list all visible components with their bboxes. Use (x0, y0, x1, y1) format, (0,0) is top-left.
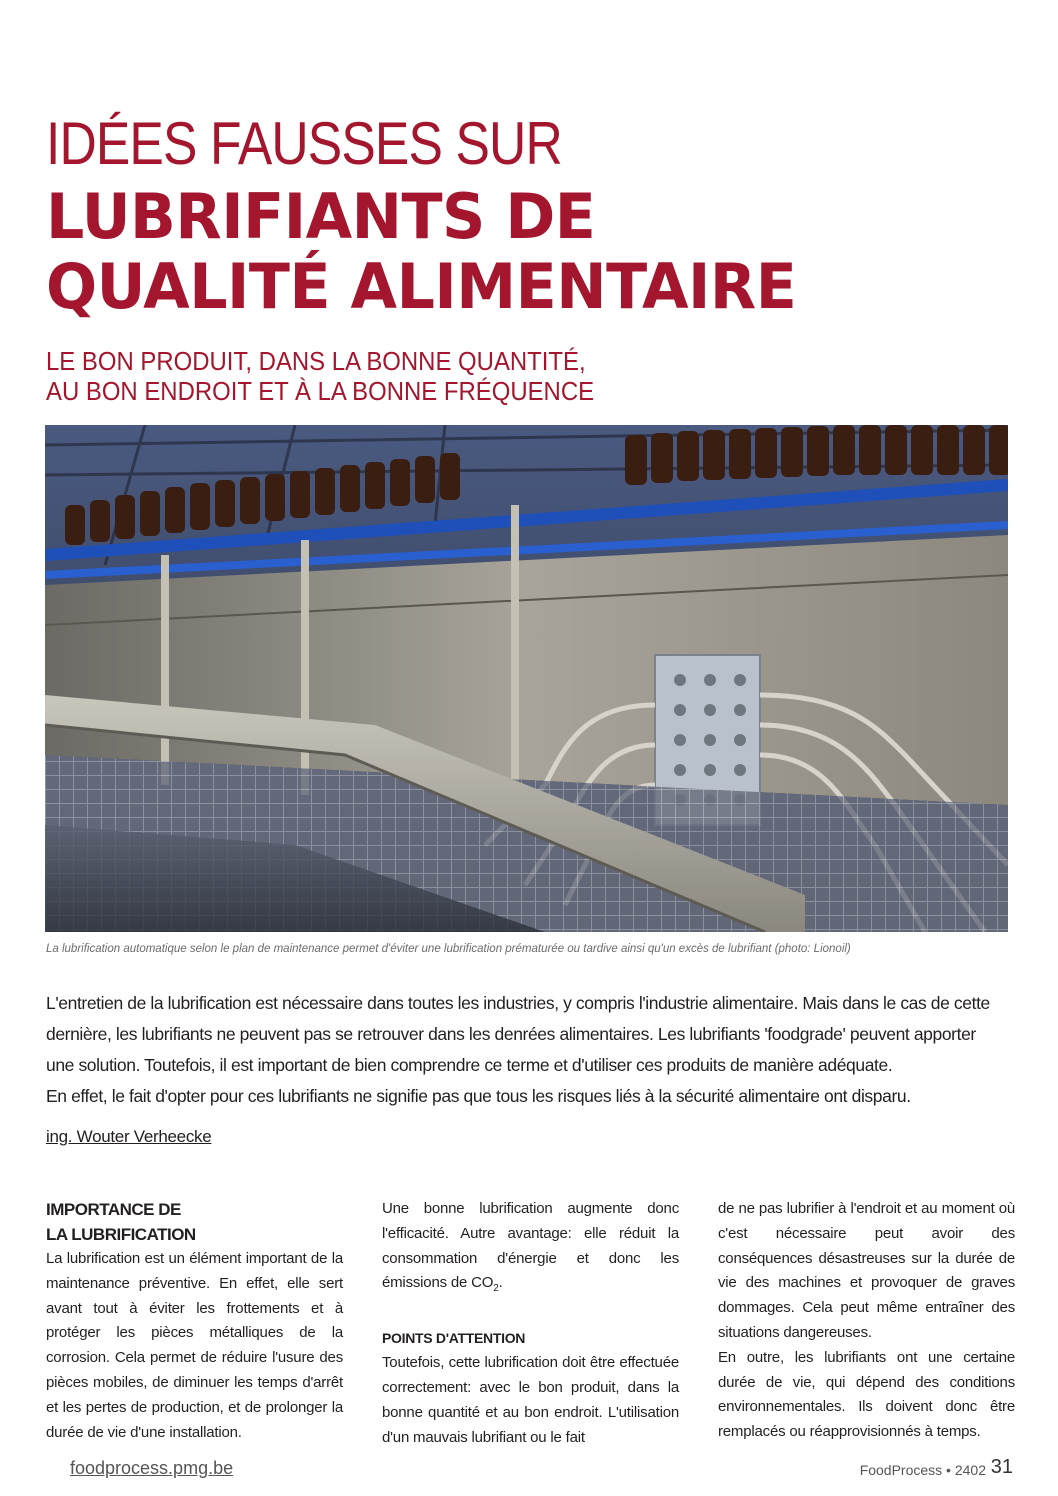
article-main-title (46, 182, 796, 322)
article-kicker-title: IDÉES FAUSSES SUR (46, 110, 562, 177)
lubrication-system-photo (45, 425, 1008, 932)
article-intro (46, 988, 1016, 1112)
body-paragraph: de ne pas lubrifier à l'endroit et au moment où c'est nécessaire peut avoir des conséquences désastreuses sur la durée de vie des machines et provoquer de graves dommages. Cela peut même entraîner des situations dangereuses. (718, 1200, 1015, 1341)
body-text-end: . (498, 1274, 503, 1292)
body-text: Une bonne lubrification augmente donc l'efficacité. Autre avantage: elle réduit la consommation d'énergie et donc les émissions de CO (382, 1200, 679, 1292)
intro-line: une solution. Toutefois, il est important de bien comprendre ce terme et d'utiliser ces produits de manière adéquate. (46, 1055, 893, 1075)
title-line-2: LUBRIFIANTS DE (46, 180, 596, 253)
subscript-2: 2 (493, 1283, 499, 1295)
heading-line: LA LUBRIFICATION (46, 1225, 196, 1244)
body-column-3 (718, 1197, 1015, 1445)
section-heading-points-attention: POINTS D'ATTENTION (382, 1330, 526, 1347)
body-column-1 (46, 1197, 343, 1445)
subtitle-line-2: AU BON ENDROIT ET À LA BONNE FRÉQUENCE (46, 376, 595, 406)
photo-illustration (45, 425, 1008, 932)
intro-line: En effet, le fait d'opter pour ces lubrifiants ne signifie pas que tous les risques liés à la sécurité alimentaire ont disparu. (46, 1086, 911, 1106)
body-paragraph: Toutefois, cette lubrification doit être effectuée correctement: avec le bon produit, dans la bonne quantité et au bon endroit. L'utilisation d'un mauvais lubrifiant ou le fait (382, 1354, 679, 1446)
author-byline: ing. Wouter Verheecke (46, 1127, 212, 1146)
photo-caption: La lubrification automatique selon le plan de maintenance permet d'éviter une lubrification prématurée ou tardive ainsi qu'un excès de lubrifiant (photo: Lionoil) (46, 943, 851, 955)
heading-line: IMPORTANCE DE (46, 1200, 181, 1219)
intro-line: L'entretien de la lubrification est nécessaire dans toutes les industries, y compris l'industrie alimentaire. Mais dans le cas de cette (46, 993, 990, 1013)
footer-website-link[interactable]: foodprocess.pmg.be (70, 1458, 234, 1478)
subtitle-line-1: LE BON PRODUIT, DANS LA BONNE QUANTITÉ, (46, 346, 586, 376)
body-paragraph: En outre, les lubrifiants ont une certaine durée de vie, qui dépend des conditions environnementales. Ils doivent donc être remplacés ou réapprovisionnés à temps. (718, 1348, 1015, 1441)
footer-publication: FoodProcess • 2402 (859, 1462, 986, 1478)
body-column-2 (382, 1197, 679, 1450)
body-paragraph (382, 1197, 679, 1302)
body-paragraph: La lubrification est un élément important de la maintenance préventive. En effet, elle sert avant tout à éviter les frottements et à protéger les pièces métalliques de la corrosion. Cela permet de réduire l'usure des pièces mobiles, de diminuer les temps d'arrêt et les pertes de production, et de prolonger la durée de vie d'une installation. (46, 1250, 343, 1441)
article-subtitle (46, 346, 594, 406)
page-number: 31 (990, 1456, 1013, 1478)
section-heading-importance (46, 1197, 343, 1247)
title-line-3: QUALITÉ ALIMENTAIRE (46, 250, 797, 323)
intro-line: dernière, les lubrifiants ne peuvent pas se retrouver dans les denrées alimentaires. Les lubrifiants 'foodgrade' peuvent apporter (46, 1024, 976, 1044)
